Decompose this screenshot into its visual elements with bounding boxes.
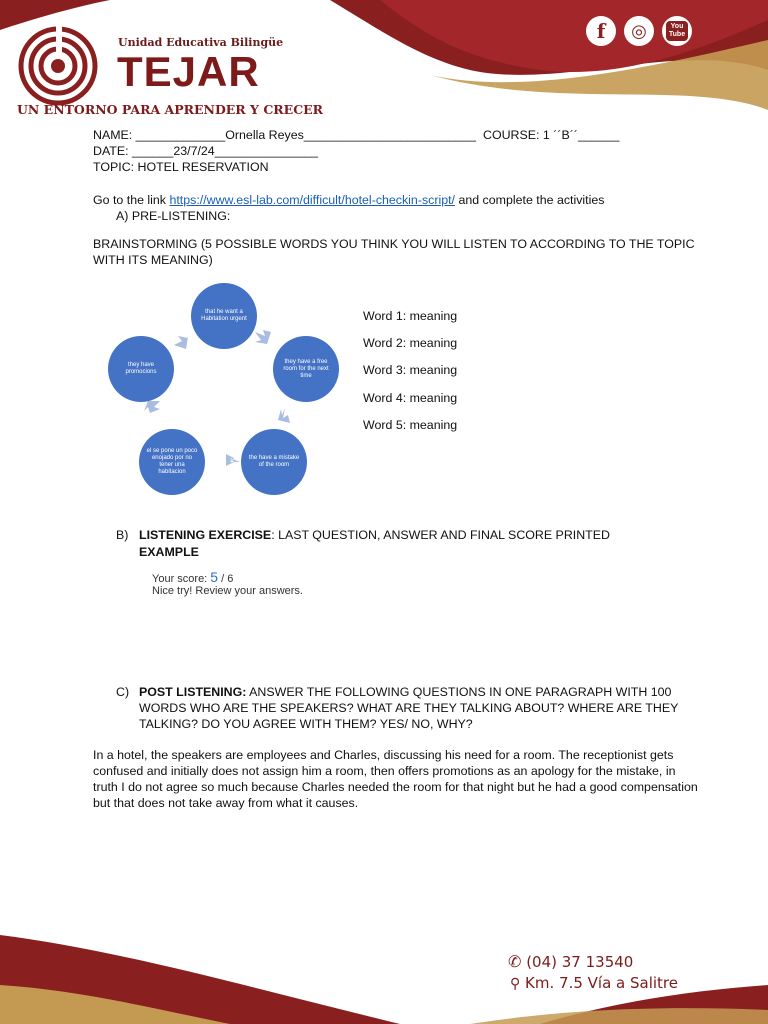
word-3: Word 3: meaning (363, 363, 458, 377)
section-a-title: A) PRE-LISTENING: (116, 209, 231, 223)
post-listening-answer: In a hotel, the speakers are employees and Charles, discussing his need for a room. The receptionist gets confused and initially does not assign him a room, then offers promotions as an apology for the mistake, in truth I do not agree so much because Charles needed the room for that night but he had a good compensation but that does not take away from what it causes. (93, 748, 698, 810)
section-b-title-bold: LISTENING EXERCISE (139, 528, 272, 542)
score-value: 5 (210, 569, 219, 585)
section-c-title-bold: POST LISTENING: (139, 685, 247, 699)
location-pin-icon: ⚲ (510, 976, 521, 992)
phone-number: (04) 37 13540 (526, 953, 634, 971)
intro-prefix: Go to the link (93, 193, 170, 207)
date-field: DATE: ______23/7/24_______________ (93, 144, 319, 158)
section-c-title (139, 684, 699, 732)
example-label: EXAMPLE (139, 545, 199, 559)
section-c-title-rest: ANSWER THE FOLLOWING QUESTIONS IN ONE PARAGRAPH WITH 100 WORDS WHO ARE THE SPEAKERS? WHAT ARE THEY TALKING ABOUT? WHERE ARE THEY TALKING? DO YOU AGREE WITH THEM? YES/ NO, WHY? (139, 685, 679, 731)
score-total: / 6 (218, 573, 234, 585)
school-subtitle: Unidad Educativa Bilingüe (118, 36, 284, 49)
cycle-node-2: they have a free room for the next time (273, 336, 339, 402)
exercise-link[interactable]: https://www.esl-lab.com/difficult/hotel-checkin-script/ (169, 193, 455, 207)
phone-icon: ✆ (508, 952, 522, 971)
school-logo (18, 26, 98, 106)
word-2: Word 2: meaning (363, 336, 458, 350)
cycle-node-5: they have promocions (108, 336, 174, 402)
instagram-icon[interactable]: ◎ (624, 16, 654, 46)
score-example (152, 569, 303, 597)
section-b-title (139, 527, 610, 543)
score-message: Nice try! Review your answers. (152, 585, 303, 597)
cycle-node-3: the have a mistake of the room (241, 429, 307, 495)
word-5: Word 5: meaning (363, 418, 458, 432)
cycle-node-4: el se pone un poco enojado por no tener una habitacion (139, 429, 205, 495)
section-c-letter: C) (116, 685, 130, 699)
youtube-icon[interactable]: You Tube (662, 16, 692, 46)
cycle-node-1: that he want a Habitation urgent (191, 283, 257, 349)
word-1: Word 1: meaning (363, 309, 458, 323)
score-label: Your score: (152, 573, 211, 585)
address-text: Km. 7.5 Vía a Salitre (525, 974, 678, 992)
intro-suffix: and complete the activities (455, 193, 605, 207)
topic-field: TOPIC: HOTEL RESERVATION (93, 160, 269, 174)
school-name: TEJAR (117, 48, 260, 95)
section-b-letter: B) (116, 528, 129, 542)
intro-text (93, 192, 604, 208)
name-field: NAME: _____________Ornella Reyes_________________________ (93, 128, 477, 142)
school-motto: UN ENTORNO PARA APRENDER Y CRECER (17, 102, 324, 117)
facebook-icon[interactable]: f (586, 16, 616, 46)
section-b-title-rest: : LAST QUESTION, ANSWER AND FINAL SCORE PRINTED (271, 528, 610, 542)
brainstorm-instructions: BRAINSTORMING (5 POSSIBLE WORDS YOU THINK YOU WILL LISTEN TO ACCORDING TO THE TOPIC WITH ITS MEANING) (93, 237, 695, 267)
footer-phone (508, 952, 633, 971)
footer-address (510, 974, 678, 992)
word-4: Word 4: meaning (363, 391, 458, 405)
course-field: COURSE: 1 ´´B´´______ (483, 128, 620, 142)
